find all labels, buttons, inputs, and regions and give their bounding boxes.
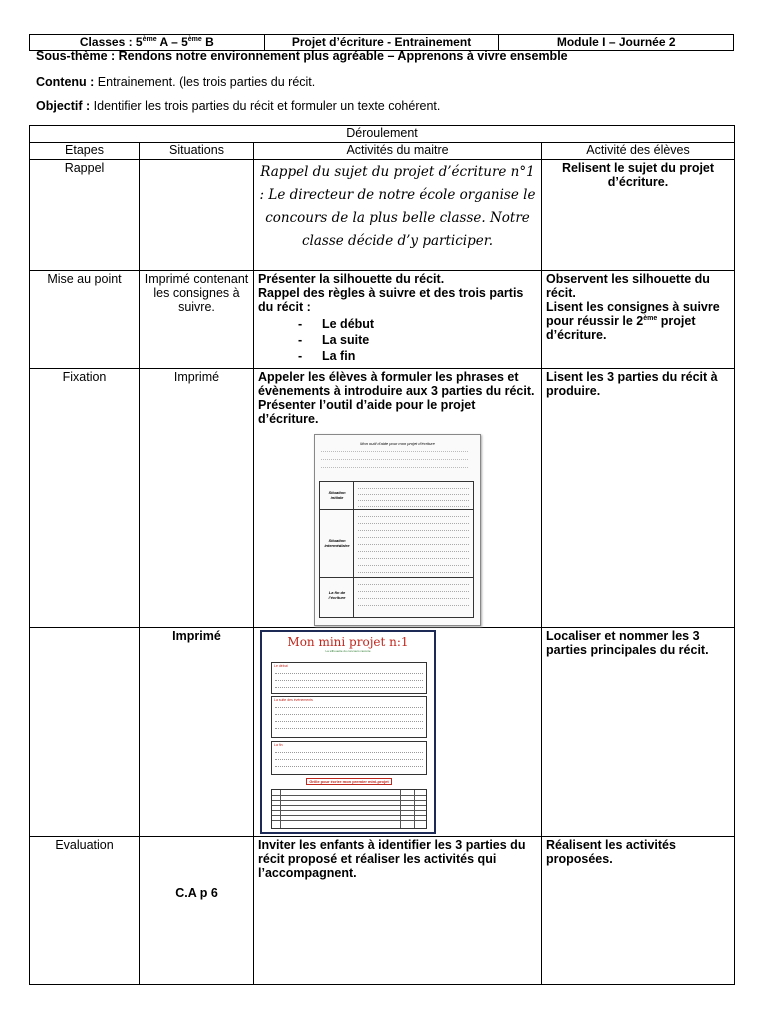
sous-theme-value: Rendons notre environnement plus agréable – Apprenons à vivre ensemble [118, 49, 568, 63]
sous-theme-label: Sous-thème : [36, 49, 119, 63]
maitre-mini-projet [254, 628, 542, 837]
mini-projet-title: Mon mini projet n:1 [287, 635, 409, 649]
table-header-row [30, 143, 735, 160]
grille-table [271, 789, 427, 829]
etape-rappel: Rappel [30, 160, 140, 271]
col-header-situations: Situations [140, 143, 254, 160]
mini-projet-subtitle: La silhouette du concours raconte [325, 649, 371, 653]
etape-fixation: Fixation [30, 369, 140, 628]
parts-list [298, 316, 537, 364]
maitre-line-2: Rappel des règles à suivre et des trois partis du récit : [258, 286, 524, 314]
situation-mise-au-point: Imprimé contenant les consignes à suivre. [140, 271, 254, 369]
outil-aide-grid [319, 481, 474, 618]
grid-label-initiale: Situation initiale [328, 490, 346, 500]
objectif-line [36, 99, 440, 113]
header-project: Projet d’écriture - Entrainement [265, 35, 500, 50]
maitre-line-1: Présenter la silhouette du récit. [258, 272, 445, 286]
eleves-fixation: Lisent les 3 parties du récit à produire. [542, 369, 735, 628]
maitre-mise-au-point [254, 271, 542, 369]
eleves-mise-au-point [542, 271, 735, 369]
table-row [30, 160, 735, 271]
deroulement-table [29, 125, 735, 985]
contenu-label: Contenu : [36, 75, 98, 89]
situation-rappel [140, 160, 254, 271]
grid-label-intermediaire: Situation intermédiaire [324, 538, 350, 548]
situation-evaluation: C.A p 6 [140, 837, 254, 985]
col-header-etapes: Etapes [30, 143, 140, 160]
header-module: Module I – Journée 2 [556, 35, 676, 49]
eleves-mini-projet: Localiser et nommer les 3 parties principales du récit. [542, 628, 735, 837]
eleves-line-1: Observent les silhouette du récit. [546, 272, 710, 300]
col-header-eleves: Activité des élèves [542, 143, 735, 160]
objectif-label: Objectif : [36, 99, 94, 113]
mini-projet-image [260, 630, 436, 834]
box-suite: La suite des événements [271, 696, 427, 738]
list-item: - La suite [298, 333, 370, 347]
table-row [30, 369, 735, 628]
list-item: - La fin [298, 349, 356, 363]
box-fin: La fin [271, 741, 427, 775]
header-classes: Classes : 5ème A – 5ème B [30, 35, 265, 50]
grid-label-fin: La fin de l’écriture [328, 590, 346, 600]
contenu-line [36, 75, 315, 89]
outil-aide-title: Mon outil d’aide pour mon projet d’écriture [360, 441, 435, 446]
maitre-fixation [254, 369, 542, 628]
situation-imprime: Imprimé [140, 628, 254, 837]
eleves-evaluation: Réalisent les activités proposées. [542, 837, 735, 985]
maitre-fixation-text: Appeler les élèves à formuler les phrases et évènements à introduire aux 3 parties du récit. Présenter l’outil d’aide pour le projet d’écriture. [258, 370, 535, 426]
contenu-value: Entrainement. (les trois parties du récit. [97, 75, 316, 89]
table-title: Déroulement [30, 126, 735, 143]
table-row [30, 271, 735, 369]
list-item: - Le début [298, 317, 375, 331]
eleves-rappel: Relisent le sujet du projet d’écriture. [542, 160, 735, 271]
etape-empty [30, 628, 140, 837]
maitre-rappel-handwritten: Rappel du sujet du projet d’écriture n°1 : Le directeur de notre école organise le concours de la plus belle classe. Notre classe décide d’y participer. [254, 160, 542, 271]
grille-title: Grille pour écrire mon premier mini-projet [271, 779, 427, 784]
table-row [30, 628, 735, 837]
maitre-evaluation: Inviter les enfants à identifier les 3 parties du récit proposé et réaliser les activités qui l’accompagnent. [254, 837, 542, 985]
etape-mise-au-point: Mise au point [30, 271, 140, 369]
etape-evaluation: Evaluation [30, 837, 140, 985]
sous-theme-line [36, 49, 568, 63]
table-row [30, 837, 735, 985]
outil-aide-image [314, 434, 481, 626]
situation-fixation: Imprimé [140, 369, 254, 628]
box-debut: Le début [271, 662, 427, 694]
col-header-maitre: Activités du maitre [254, 143, 542, 160]
eleves-line-2: Lisent les consignes à suivre pour réussir le 2ème projet d’écriture. [546, 300, 720, 342]
objectif-value: Identifier les trois parties du récit et formuler un texte cohérent. [93, 99, 441, 113]
